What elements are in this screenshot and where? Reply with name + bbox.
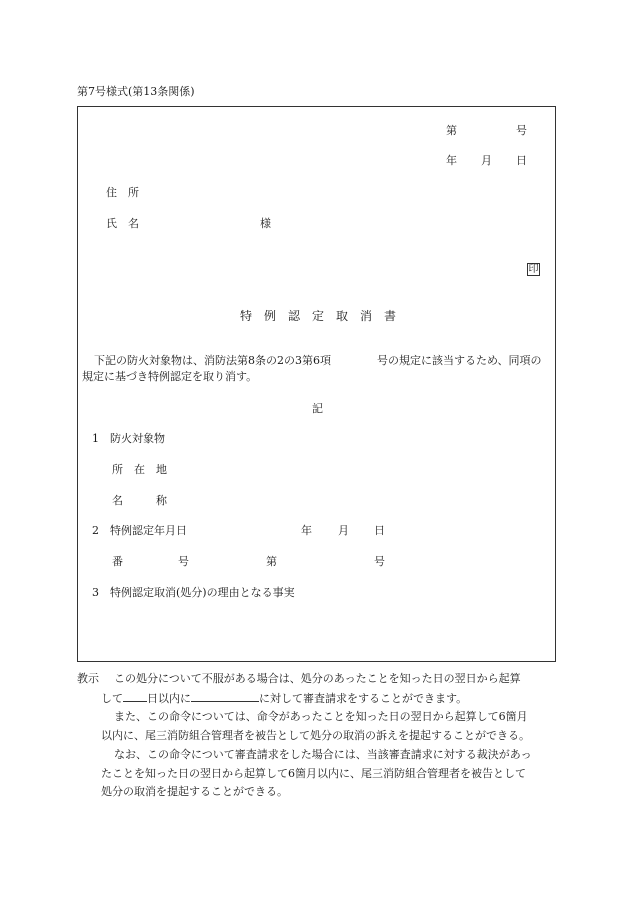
days-blank (123, 690, 147, 702)
notice-p1-line2-b: 日以内に (147, 692, 191, 705)
notice-p1-line2 (101, 690, 467, 706)
notice-p3-line2: たことを知った日の翌日から起算して6箇月以内に、尾三消防組合管理者を被告として (101, 767, 526, 780)
item3-number: 3 (92, 586, 99, 599)
address-label: 住 所 (106, 186, 139, 199)
facility-name-label: 名 称 (112, 494, 167, 507)
ki-heading: 記 (312, 402, 323, 415)
date-year: 年 (446, 154, 457, 167)
document-title: 特 例 認 定 取 消 書 (240, 309, 397, 323)
name-label: 氏 名 (106, 217, 139, 230)
body-line2: 規定に基づき特例認定を取り消す。 (82, 370, 258, 383)
item3-label: 特例認定取消(処分)の理由となる事実 (110, 586, 295, 599)
item2-number: 2 (92, 524, 99, 537)
honorific: 様 (260, 217, 271, 230)
location-label: 所 在 地 (112, 463, 167, 476)
item2-month: 月 (338, 524, 349, 537)
item2-year: 年 (301, 524, 312, 537)
notice-p1-line2-c: に対して審査請求をすることができます。 (259, 692, 468, 705)
notice-p1-line2-a: して (101, 692, 123, 705)
notice-p2-line1: また、この命令については、命令があったことを知った日の翌日から起算して6箇月 (114, 710, 528, 723)
item2-label: 特例認定年月日 (110, 524, 187, 537)
item1-number: 1 (92, 432, 99, 445)
notice-label: 教示 (77, 672, 99, 685)
cert-number-label: 番 号 (112, 555, 189, 568)
date-day: 日 (516, 154, 527, 167)
cert-number-prefix: 第 (266, 555, 277, 568)
notice-p3-line3: 処分の取消を提起することができる。 (101, 785, 288, 798)
doc-number-suffix: 号 (516, 124, 527, 137)
notice-p2-line2: 以内に、尾三消防組合管理者を被告として処分の取消の訴えを提起することができる。 (101, 729, 530, 742)
form-frame (77, 106, 556, 662)
notice-p1-line1: この処分について不服がある場合は、処分のあったことを知った日の翌日から起算 (114, 672, 521, 685)
date-month: 月 (481, 154, 492, 167)
form-label: 第7号様式(第13条関係) (77, 85, 195, 98)
item1-label: 防火対象物 (110, 432, 165, 445)
body-line1-a: 下記の防火対象物は、消防法第8条の2の3第6項 (94, 354, 331, 367)
notice-p3-line1: なお、この命令について審査請求をした場合には、当該審査請求に対する裁決があっ (114, 748, 532, 761)
seal-mark: 印 (528, 264, 539, 275)
cert-number-suffix: 号 (374, 555, 385, 568)
body-line1-b: 号の規定に該当するため、同項の (377, 354, 542, 367)
authority-blank (191, 690, 259, 702)
item2-day: 日 (374, 524, 385, 537)
doc-number-prefix: 第 (446, 124, 457, 137)
